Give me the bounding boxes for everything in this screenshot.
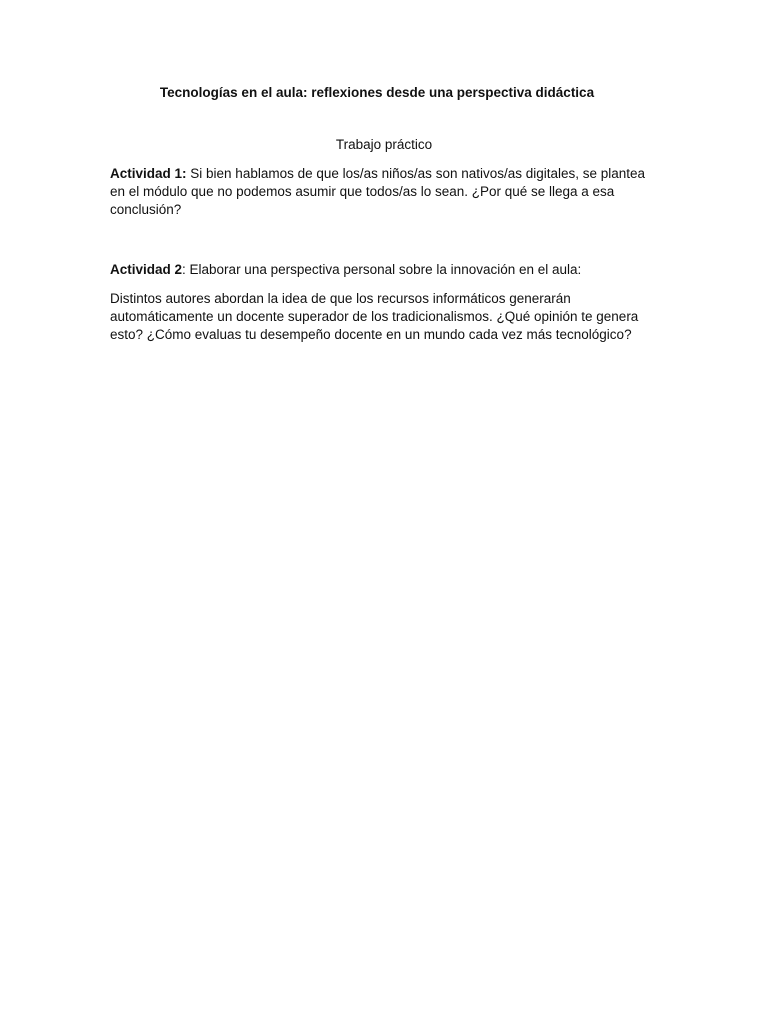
activity-2-paragraph bbox=[110, 261, 658, 279]
activity-1-text: Si bien hablamos de que los/as niños/as son nativos/as digitales, se plantea en el módulo que no podemos asumir que todos/as lo sean. ¿Por qué se llega a esa conclusión? bbox=[110, 166, 646, 217]
activity-2-label: Actividad 2 bbox=[110, 262, 183, 277]
activity-2-body: Distintos autores abordan la idea de que los recursos informáticos generarán automáticamente un docente superador de los tradicionalismos. ¿Qué opinión te genera esto? ¿Cómo evaluas tu desempeño docente en un mundo cada vez más tecnológico? bbox=[110, 291, 639, 342]
document-subtitle: Trabajo práctico bbox=[335, 137, 433, 152]
document-title: Tecnologías en el aula: reflexiones desde una perspectiva didáctica bbox=[159, 85, 595, 100]
activity-1-label: Actividad 1: bbox=[110, 166, 187, 181]
activity-1-paragraph bbox=[110, 165, 658, 218]
activity-2-text: : Elaborar una perspectiva personal sobre la innovación en el aula: bbox=[182, 262, 582, 277]
